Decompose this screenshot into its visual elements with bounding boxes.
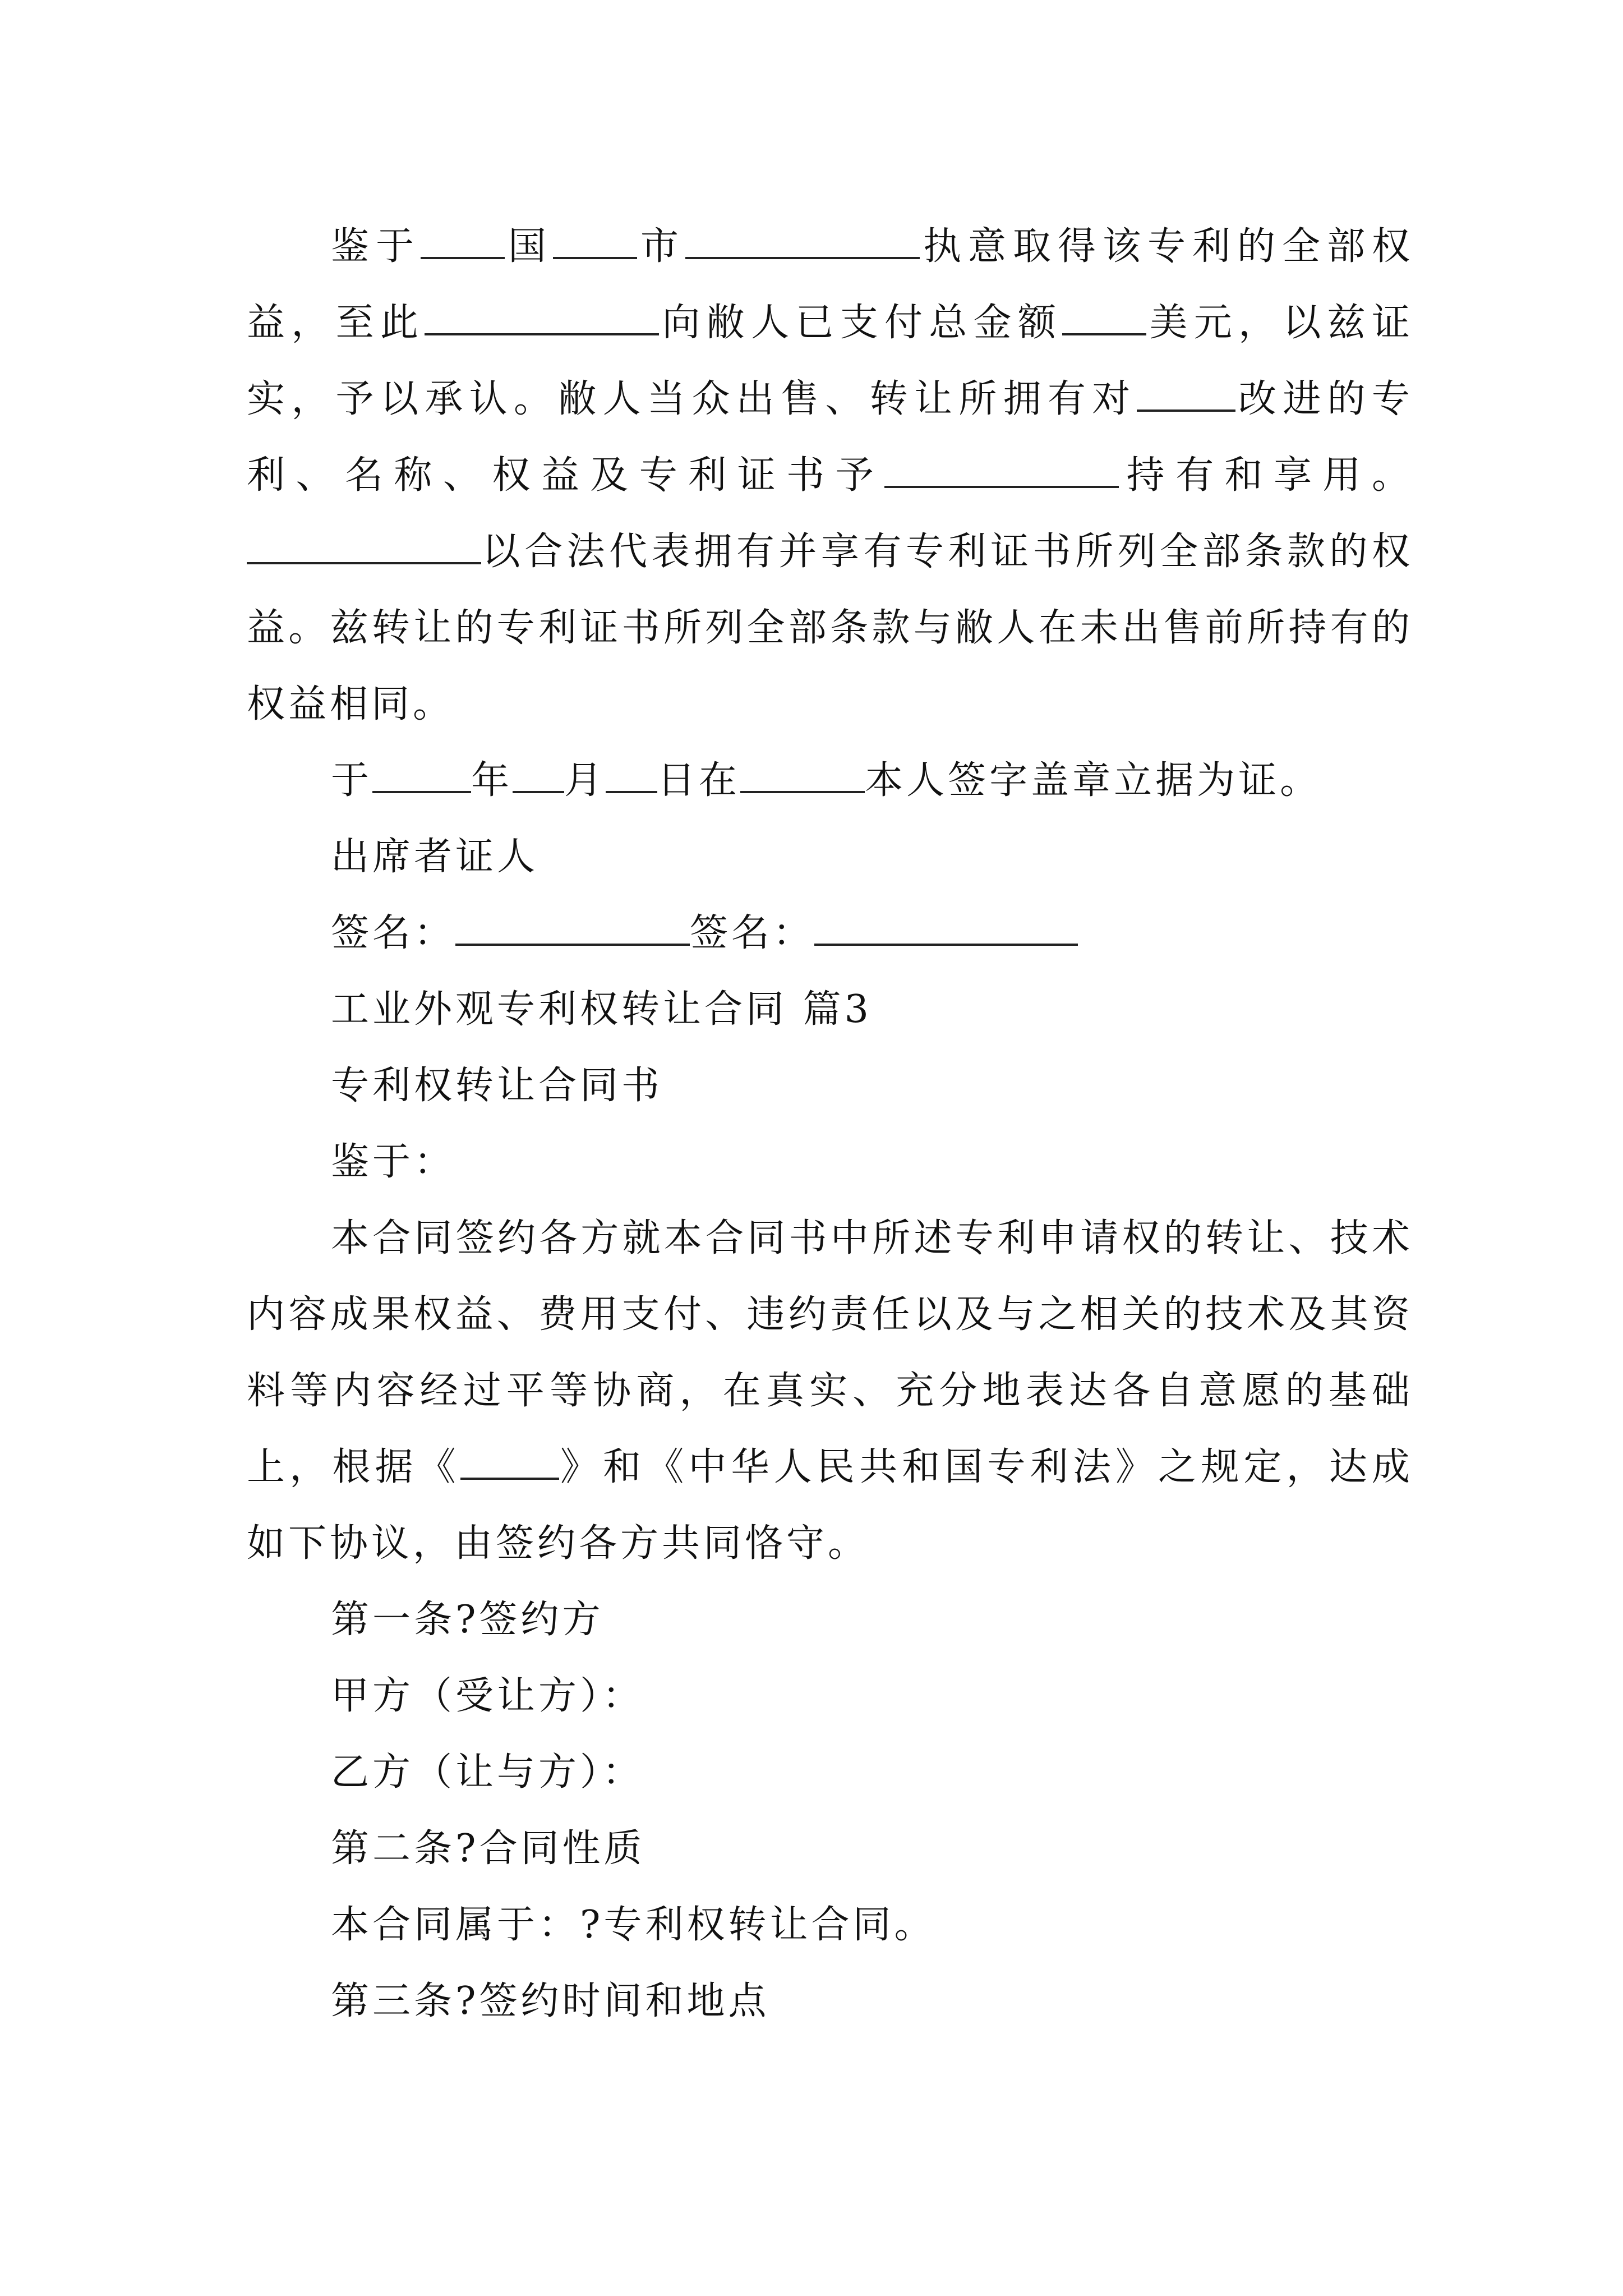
whereas-heading: 鉴于： xyxy=(331,1140,456,1184)
article-3-heading: 第三条?签约时间和地点 xyxy=(331,1979,770,2023)
text-legal-representative: 以合法代表拥有并享有专利证书所列全部条款的权益。兹转让的专利证书所列全部条款与敝人在未出售前所持有的权益相同。 xyxy=(247,530,1413,726)
text-patent-rights: 改进的专利、名称、权益及专利证书予 xyxy=(247,377,1413,498)
text-agreement-basis: 本合同签约各方就本合同书中所述专利申请权的转让、技术内容成果权益、费用支付、违约责任以及与之相关的技术及其资料等内容经过平等协商，在真实、充分地表达各自意愿的基础上，根据《 xyxy=(247,1216,1413,1489)
signature-field-2[interactable] xyxy=(814,910,1078,946)
document-body xyxy=(247,209,1413,2040)
text-hold-and-enjoy: 持有和享用。 xyxy=(1119,453,1413,498)
signature-line xyxy=(247,895,1413,972)
blank-month[interactable] xyxy=(513,757,564,793)
blank-city[interactable] xyxy=(553,223,637,259)
blank-assignee-1[interactable] xyxy=(685,223,920,259)
text-country: 国 xyxy=(505,224,553,269)
text-day-at: 日在 xyxy=(657,758,741,803)
blank-place[interactable] xyxy=(740,757,865,793)
text-paid-amount: 向敝人已支付总金额 xyxy=(659,301,1063,345)
blank-assignee-4[interactable] xyxy=(247,528,481,564)
text-whereas-inline: 鉴于 xyxy=(331,224,421,269)
text-year: 年 xyxy=(471,758,513,803)
text-acquire-rights: 执意取得该专利的全部权益，至此 xyxy=(247,224,1413,345)
date-line xyxy=(247,743,1413,819)
transfer-paragraph xyxy=(247,209,1413,743)
signature-label-2: 签名： xyxy=(690,911,815,955)
blank-day[interactable] xyxy=(606,757,657,793)
blank-year[interactable] xyxy=(372,757,471,793)
text-sign-seal: 本人签字盖章立据为证。 xyxy=(865,758,1322,803)
text-patent-law: 》和《中华人民共和国专利法》之规定，达成如下协议，由签约各方共同恪守。 xyxy=(247,1445,1413,1566)
blank-country[interactable] xyxy=(421,223,505,259)
text-month: 月 xyxy=(564,758,606,803)
section-heading-part3: 工业外观专利权转让合同 篇3 xyxy=(331,987,872,1032)
contract-nature-line: 本合同属于：?专利权转让合同。 xyxy=(331,1903,936,1947)
article-2-heading: 第二条?合同性质 xyxy=(331,1826,645,1871)
agreement-paragraph xyxy=(247,1200,1413,1582)
party-a-line: 甲方（受让方）： xyxy=(331,1674,644,1718)
text-at: 于 xyxy=(331,758,373,803)
signature-label-1: 签名： xyxy=(331,911,456,955)
blank-invention[interactable] xyxy=(1137,376,1235,412)
blank-assignee-3[interactable] xyxy=(884,452,1119,488)
contract-title: 专利权转让合同书 xyxy=(331,1064,663,1108)
text-city: 市 xyxy=(637,224,685,269)
article-1-heading: 第一条?签约方 xyxy=(331,1598,604,1642)
blank-law-name[interactable] xyxy=(460,1444,559,1480)
text-confirmation: 美元，以兹证实，予以承认。敝人当众出售、转让所拥有对 xyxy=(247,301,1413,421)
party-b-line: 乙方（让与方）： xyxy=(331,1750,644,1795)
blank-assignee-2[interactable] xyxy=(425,300,659,335)
signature-field-1[interactable] xyxy=(455,910,690,946)
blank-amount[interactable] xyxy=(1062,300,1146,335)
witness-line: 出席者证人 xyxy=(331,835,539,879)
